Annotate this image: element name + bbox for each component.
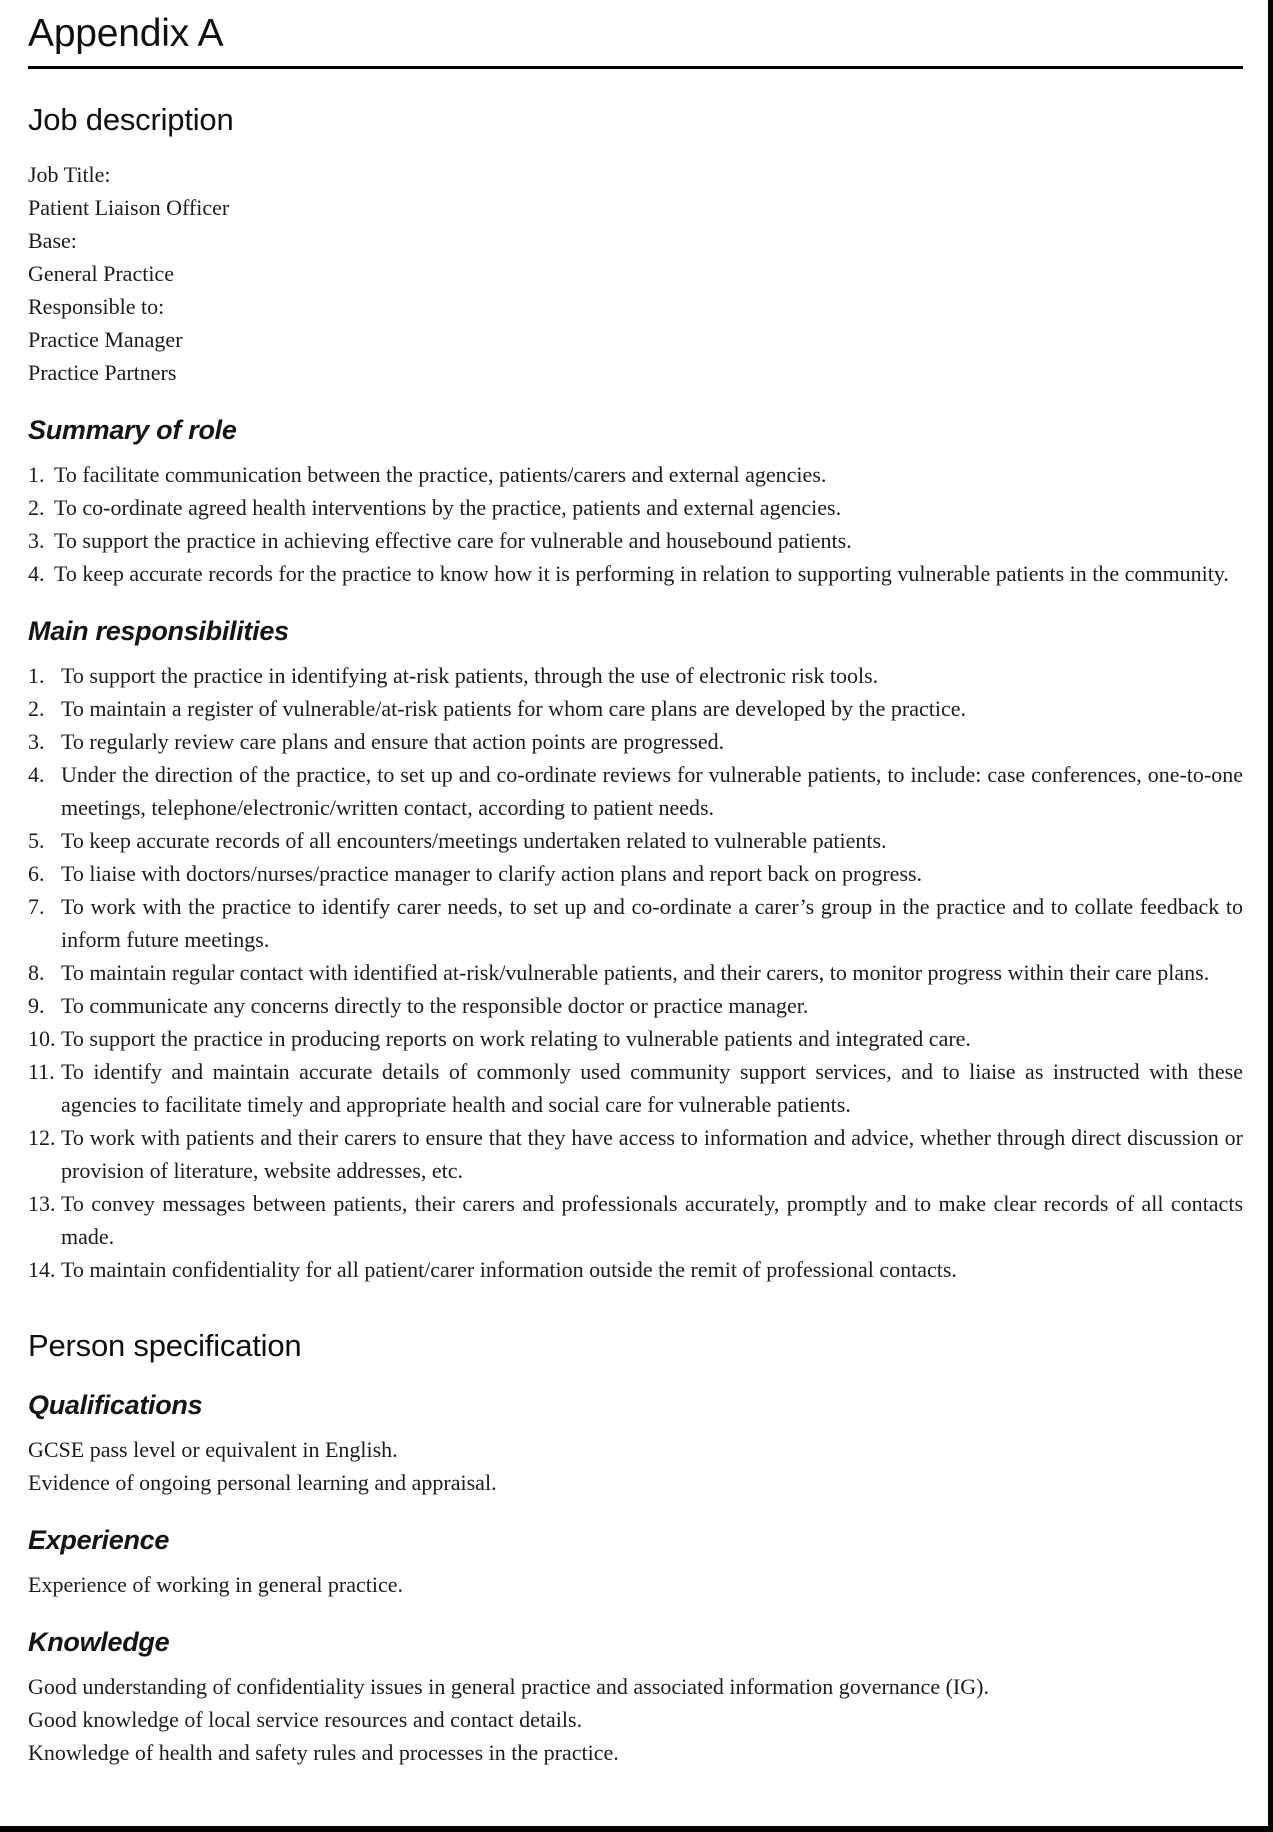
knowledge-line: Good understanding of confidentiality issues in general practice and associated information governance (IG). bbox=[28, 1673, 989, 1699]
list-item bbox=[28, 758, 1243, 824]
base-value: General Practice bbox=[28, 260, 174, 286]
list-item-number: 14. bbox=[28, 1256, 56, 1282]
list-item-text: To liaise with doctors/nurses/practice manager to clarify action plans and report back on progress. bbox=[61, 860, 923, 886]
experience-line: Experience of working in general practice. bbox=[28, 1571, 404, 1597]
list-item bbox=[28, 1055, 1243, 1121]
list-item-number: 2. bbox=[28, 494, 45, 520]
list-item-text: To facilitate communication between the practice, patients/carers and external agencies. bbox=[54, 461, 827, 487]
list-item bbox=[28, 692, 1243, 725]
list-item-number: 3. bbox=[28, 527, 45, 553]
list-item bbox=[28, 458, 1243, 491]
qualifications-block bbox=[28, 1433, 1243, 1499]
list-item bbox=[28, 989, 1243, 1022]
responsible-to-label: Responsible to: bbox=[28, 293, 165, 319]
knowledge-line: Good knowledge of local service resources and contact details. bbox=[28, 1706, 583, 1732]
list-item-number: 12. bbox=[28, 1124, 56, 1150]
list-item-number: 11. bbox=[28, 1058, 55, 1084]
list-item-number: 7. bbox=[28, 893, 45, 919]
list-item-text: To support the practice in achieving effective care for vulnerable and housebound patients. bbox=[54, 527, 852, 553]
list-item bbox=[28, 557, 1243, 590]
list-item-number: 13. bbox=[28, 1190, 56, 1216]
qualification-line: GCSE pass level or equivalent in English. bbox=[28, 1436, 398, 1462]
list-item-text: To support the practice in identifying at-risk patients, through the use of electronic risk tools. bbox=[61, 662, 879, 688]
list-item-number: 1. bbox=[28, 662, 45, 688]
knowledge-line: Knowledge of health and safety rules and processes in the practice. bbox=[28, 1739, 619, 1765]
list-item bbox=[28, 857, 1243, 890]
list-item bbox=[28, 524, 1243, 557]
list-item-number: 5. bbox=[28, 827, 45, 853]
list-item-text: To maintain a register of vulnerable/at-risk patients for whom care plans are developed by the practice. bbox=[61, 695, 966, 721]
list-item bbox=[28, 491, 1243, 524]
list-item bbox=[28, 1121, 1243, 1187]
title-divider bbox=[28, 66, 1243, 69]
list-item-text: To maintain regular contact with identified at-risk/vulnerable patients, and their carers, to monitor progress within their care plans. bbox=[61, 959, 1210, 985]
qualifications-heading: Qualifications bbox=[28, 1389, 203, 1420]
list-item-text: To maintain confidentiality for all patient/carer information outside the remit of professional contacts. bbox=[61, 1256, 957, 1282]
list-item-number: 1. bbox=[28, 461, 45, 487]
main-responsibilities-heading: Main responsibilities bbox=[28, 615, 289, 646]
list-item bbox=[28, 1253, 1243, 1286]
list-item bbox=[28, 1187, 1243, 1253]
list-item-text: To keep accurate records of all encounters/meetings undertaken related to vulnerable patients. bbox=[61, 827, 887, 853]
list-item-text: To work with patients and their carers to ensure that they have access to information and advice, whether through direct discussion or provision of literature, website addresses, etc. bbox=[61, 1124, 1243, 1183]
list-item-number: 8. bbox=[28, 959, 45, 985]
job-description-heading: Job description bbox=[28, 101, 234, 137]
responsible-to-value: Practice Manager bbox=[28, 326, 183, 352]
list-item-number: 10. bbox=[28, 1025, 56, 1051]
list-item bbox=[28, 890, 1243, 956]
knowledge-heading: Knowledge bbox=[28, 1626, 170, 1657]
list-item-text: To convey messages between patients, their carers and professionals accurately, promptly and to make clear records of all contacts made. bbox=[61, 1190, 1243, 1249]
job-title-value: Patient Liaison Officer bbox=[28, 194, 230, 220]
practice-partners-line: Practice Partners bbox=[28, 359, 177, 385]
list-item-number: 6. bbox=[28, 860, 45, 886]
list-item-number: 9. bbox=[28, 992, 45, 1018]
list-item-number: 4. bbox=[28, 761, 45, 787]
list-item bbox=[28, 659, 1243, 692]
person-specification-heading: Person specification bbox=[28, 1327, 302, 1363]
summary-of-role-heading: Summary of role bbox=[28, 414, 237, 445]
list-item-number: 3. bbox=[28, 728, 45, 754]
list-item-text: To work with the practice to identify carer needs, to set up and co-ordinate a carer’s group in the practice and to collate feedback to inform future meetings. bbox=[61, 893, 1243, 952]
scan-edge-bottom bbox=[0, 1826, 1273, 1832]
list-item bbox=[28, 824, 1243, 857]
job-title-label: Job Title: bbox=[28, 161, 111, 187]
summary-of-role-list bbox=[28, 458, 1243, 590]
appendix-title: Appendix A bbox=[28, 12, 224, 55]
list-item bbox=[28, 956, 1243, 989]
list-item bbox=[28, 725, 1243, 758]
list-item-text: To co-ordinate agreed health interventions by the practice, patients and external agencies. bbox=[54, 494, 842, 520]
experience-heading: Experience bbox=[28, 1524, 170, 1555]
list-item-text: To regularly review care plans and ensure that action points are progressed. bbox=[61, 728, 725, 754]
list-item-text: To keep accurate records for the practice to know how it is performing in relation to supporting vulnerable patients in the community. bbox=[54, 560, 1229, 586]
list-item-text: To identify and maintain accurate details of commonly used community support services, and to liaise as instructed with these agencies to facilitate timely and appropriate health and social care for vulnerable patients. bbox=[61, 1058, 1243, 1117]
list-item-number: 4. bbox=[28, 560, 45, 586]
scan-edge-right bbox=[1268, 0, 1273, 1832]
main-responsibilities-list bbox=[28, 659, 1243, 1286]
base-label: Base: bbox=[28, 227, 77, 253]
list-item-text: To communicate any concerns directly to the responsible doctor or practice manager. bbox=[61, 992, 809, 1018]
job-info-block bbox=[28, 158, 1243, 389]
list-item-text: To support the practice in producing reports on work relating to vulnerable patients and integrated care. bbox=[61, 1025, 971, 1051]
qualification-line: Evidence of ongoing personal learning and appraisal. bbox=[28, 1469, 497, 1495]
list-item-number: 2. bbox=[28, 695, 45, 721]
list-item bbox=[28, 1022, 1243, 1055]
list-item-text: Under the direction of the practice, to set up and co-ordinate reviews for vulnerable patients, to include: case conferences, one-to-one meetings, telephone/electronic/written contact, according to patient needs. bbox=[61, 761, 1243, 820]
knowledge-block bbox=[28, 1670, 1243, 1769]
experience-block bbox=[28, 1568, 1243, 1601]
